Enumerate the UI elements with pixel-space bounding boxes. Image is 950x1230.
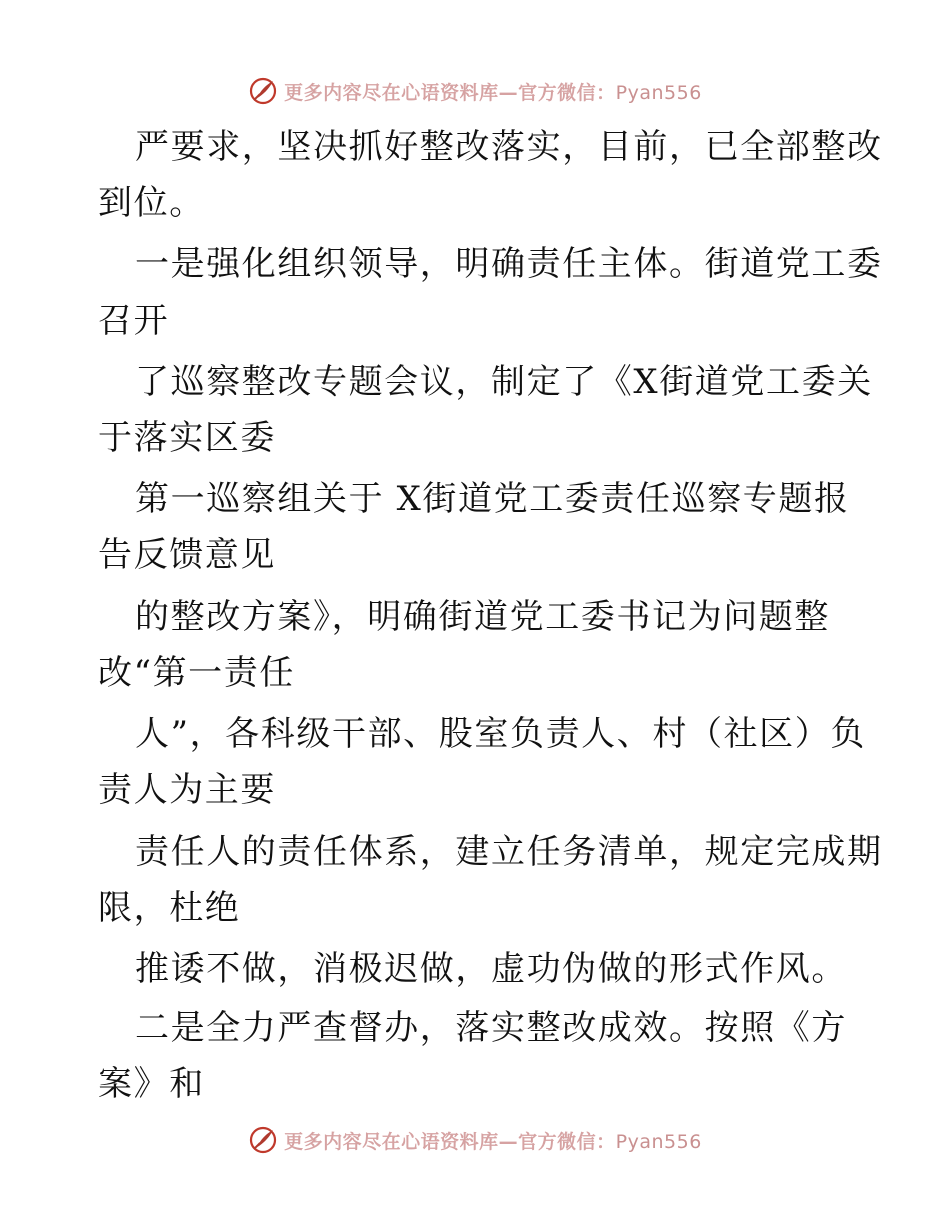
paragraph-8-line-1: 推诿不做，消极迟做，虚功伪做的形式作风。 [135, 949, 847, 989]
paragraph-7-line-1: 责任人的责任体系，建立任务清单，规定完成期 [135, 832, 883, 872]
header-wechat-id: Pyan556 [615, 81, 702, 104]
paragraph-5-line-1: 的整改方案》，明确街道党工委书记为问题整 [135, 597, 830, 637]
paragraph-6-line-2: 责人为主要 [98, 770, 276, 810]
header-banner [0, 71, 950, 111]
paragraph-2-line-2: 召开 [98, 301, 170, 341]
paragraph-6-line-1: 人”，各科级干部、股室负责人、村（社区）负 [135, 714, 866, 754]
footer-banner-text [284, 1127, 702, 1154]
paragraph-1-line-2: 到位。 [98, 183, 205, 223]
paragraph-4-line-1: 第一巡察组关于 X街道党工委责任巡察专题报 [135, 479, 850, 519]
feather-quill-logo-icon [248, 76, 278, 106]
paragraph-4-line-2: 告反馈意见 [98, 535, 276, 575]
header-banner-text [284, 78, 702, 105]
footer-wechat-id: Pyan556 [615, 1130, 702, 1153]
feather-quill-logo-icon [248, 1125, 278, 1155]
paragraph-7-line-2: 限，杜绝 [98, 888, 241, 928]
footer-banner [0, 1120, 950, 1160]
paragraph-9-line-2: 案》和 [98, 1064, 205, 1104]
header-banner-main: 更多内容尽在心语资料库—官方微信： [284, 81, 616, 104]
paragraph-1-line-1: 严要求，坚决抓好整改落实，目前，已全部整改 [135, 127, 883, 167]
paragraph-3-line-1: 了巡察整改专题会议，制定了《X街道党工委关 [135, 362, 873, 402]
paragraph-9-line-1: 二是全力严查督办，落实整改成效。按照《方 [135, 1008, 847, 1048]
footer-banner-main: 更多内容尽在心语资料库—官方微信： [284, 1130, 616, 1153]
paragraph-5-line-2: 改“第一责任 [98, 653, 295, 693]
paragraph-2-line-1: 一是强化组织领导，明确责任主体。街道党工委 [135, 244, 883, 284]
paragraph-3-line-2: 于落实区委 [98, 418, 276, 458]
